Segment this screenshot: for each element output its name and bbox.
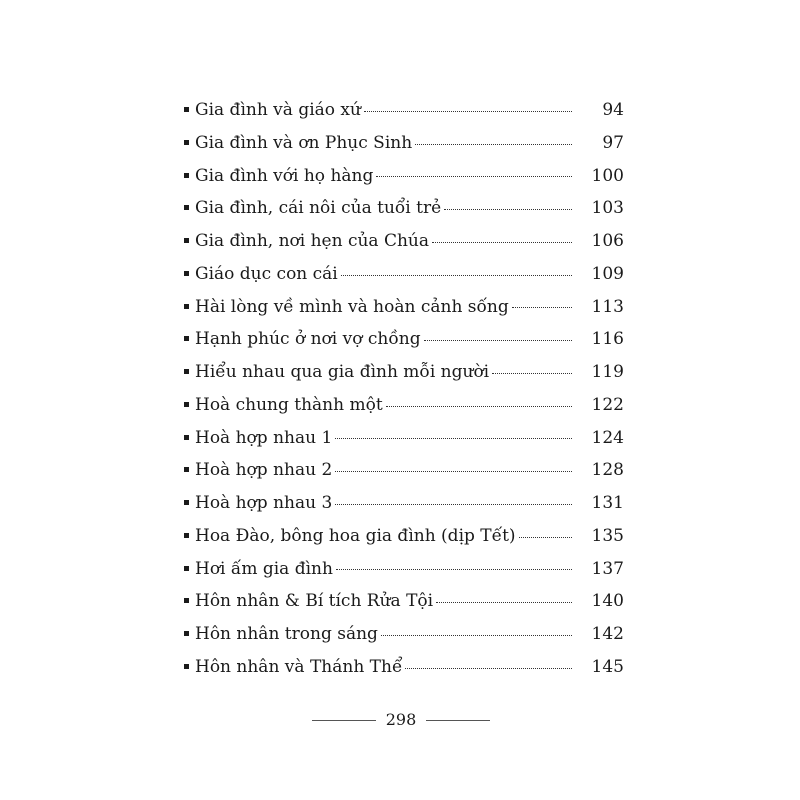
dot-leader [335,471,572,472]
toc-entry-title: Hôn nhân & Bí tích Rửa Tội [195,591,434,612]
toc-entry [184,389,624,422]
toc-entry-page-number: 137 [591,558,624,579]
folio-page-number: 298 [385,710,417,729]
toc-entry-title: Hôn nhân và Thánh Thể [195,656,403,677]
bullet-icon [184,402,189,407]
toc-entry-page-number: 122 [591,394,624,415]
toc-entry-title: Hạnh phúc ở nơi vợ chồng [195,329,421,350]
toc-entry [184,585,624,618]
toc-entry-title: Gia đình và giáo xứ [195,100,361,120]
toc-entry [184,651,624,684]
toc-entry-page-number: 131 [591,493,624,513]
bullet-icon [184,205,189,210]
bullet-icon [184,598,189,603]
toc-entry-title: Hoà hợp nhau 1 [195,427,333,448]
toc-entry-title: Hoà hợp nhau 2 [195,460,333,481]
toc-entry [184,520,624,553]
bullet-icon [184,238,189,243]
bullet-icon [184,500,189,505]
toc-entry [184,454,624,487]
toc-entry [184,356,624,389]
dot-leader [381,635,572,636]
dot-leader [444,209,572,210]
toc-entry-title: Hiểu nhau qua gia đình mỗi người [195,362,490,382]
toc-entry [184,291,624,324]
toc-entry-page-number: 97 [602,132,624,153]
bullet-icon [184,304,189,309]
toc-entry-title: Hài lòng về mình và hoàn cảnh sống [195,296,509,317]
toc-entry-page-number: 116 [591,329,624,350]
dot-leader [335,438,572,439]
toc-entry-title: Gia đình và ơn Phục Sinh [195,132,413,153]
toc-entry-page-number: 109 [591,263,624,284]
toc-entry [184,258,624,291]
toc-entry-title: Giáo dục con cái [195,263,338,284]
dot-leader [364,111,572,112]
toc-entry [184,127,624,160]
toc-entry-page-number: 103 [591,198,624,219]
toc-entry [184,553,624,586]
bullet-icon [184,664,189,669]
toc-entry-page-number: 124 [591,427,624,448]
toc-entry-title: Hoa Đào, bông hoa gia đình (dịp Tết) [195,525,516,546]
dot-leader [335,504,572,505]
bullet-icon [184,271,189,276]
toc-entry [184,323,624,356]
dot-leader [386,406,572,407]
page-footer [312,708,490,732]
bullet-icon [184,435,189,440]
bullet-icon [184,173,189,178]
bullet-icon [184,336,189,341]
toc-entry [184,618,624,651]
table-of-contents [184,94,624,684]
footer-left-rule [312,720,376,721]
toc-entry-page-number: 142 [591,624,624,644]
bullet-icon [184,631,189,636]
bullet-icon [184,533,189,538]
toc-entry-page-number: 145 [591,656,624,677]
dot-leader [405,668,572,669]
toc-entry-page-number: 106 [591,231,624,251]
toc-entry-title: Hoà chung thành một [195,394,383,415]
toc-entry-title: Hoà hợp nhau 3 [195,493,333,513]
toc-entry [184,225,624,258]
dot-leader [376,176,572,177]
dot-leader [336,569,572,570]
dot-leader [512,307,572,308]
bullet-icon [184,566,189,571]
toc-entry-title: Hôn nhân trong sáng [195,624,378,644]
toc-entry [184,487,624,520]
dot-leader [415,144,572,145]
toc-entry-page-number: 140 [591,591,624,612]
bullet-icon [184,467,189,472]
toc-entry-page-number: 113 [591,296,624,317]
dot-leader [341,275,572,276]
dot-leader [424,340,572,341]
toc-entry [184,422,624,455]
bullet-icon [184,369,189,374]
toc-entry [184,94,624,127]
toc-entry-title: Hơi ấm gia đình [195,558,333,579]
toc-entry-page-number: 94 [602,100,624,120]
bullet-icon [184,140,189,145]
footer-right-rule [426,720,490,721]
toc-entry-page-number: 135 [591,525,624,546]
toc-entry [184,192,624,225]
dot-leader [492,373,572,374]
dot-leader [519,537,572,538]
toc-entry-page-number: 100 [591,165,624,186]
toc-entry-page-number: 128 [591,460,624,481]
dot-leader [436,602,572,603]
toc-entry-page-number: 119 [591,362,624,382]
toc-entry [184,160,624,193]
dot-leader [432,242,572,243]
toc-entry-title: Gia đình, nơi hẹn của Chúa [195,231,430,251]
toc-entry-title: Gia đình với họ hàng [195,165,374,186]
bullet-icon [184,107,189,112]
toc-entry-title: Gia đình, cái nôi của tuổi trẻ [195,198,442,219]
